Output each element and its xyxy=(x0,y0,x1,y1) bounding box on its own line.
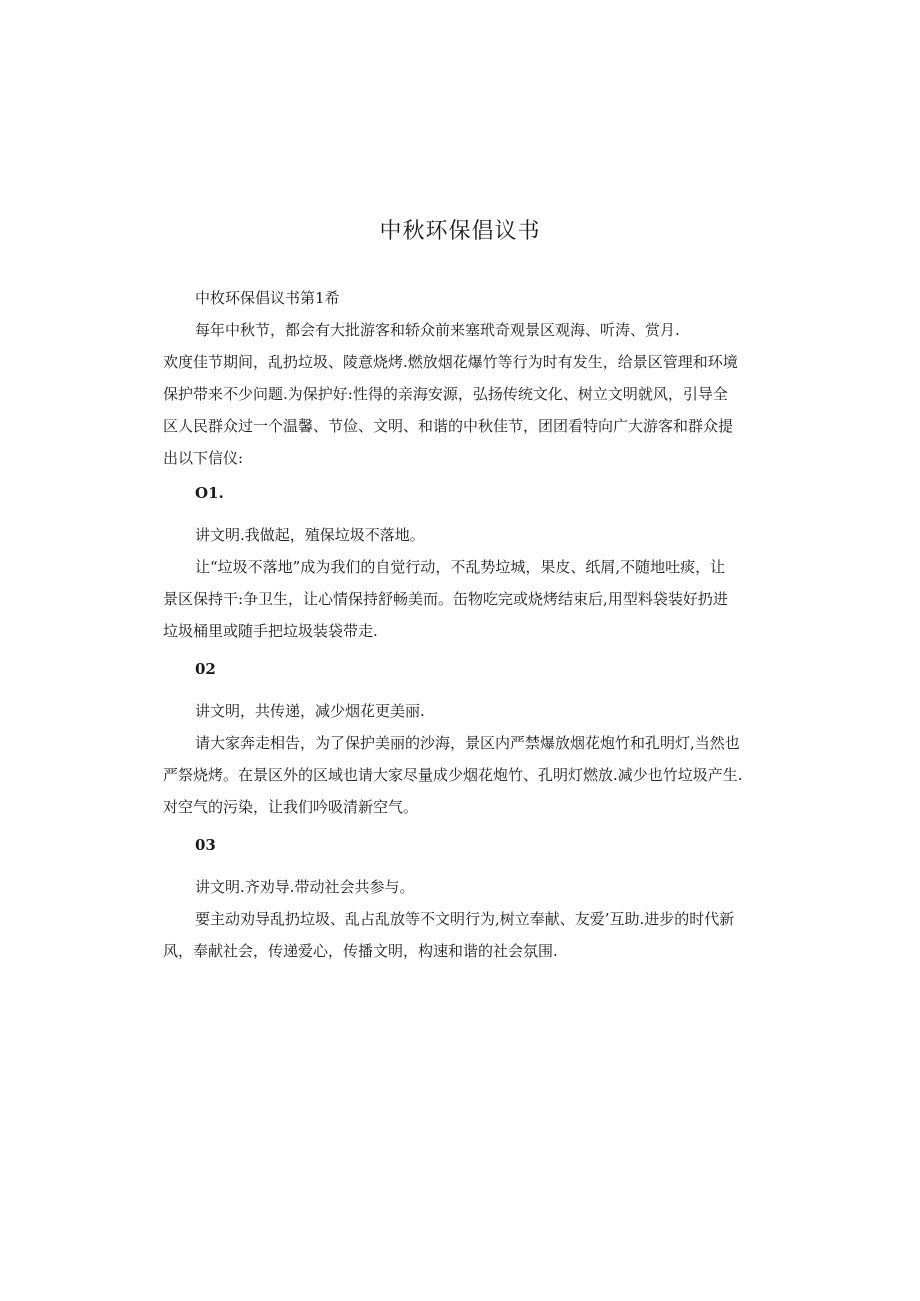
section-line: 对空气的污染，让我们吟吸清新空气。 xyxy=(163,798,419,816)
section-line: 请大家奔走相告，为了保护美丽的沙海，景区内严禁爆放烟花炮竹和孔明灯,当然也 xyxy=(195,734,740,752)
section-block xyxy=(163,519,763,647)
section-block xyxy=(163,695,763,823)
intro-line: 欢度佳节期间，乱扔垃圾、陵意烧烤.燃放烟花爆竹等行为时有发生，给景区管理和环境 xyxy=(163,353,738,371)
section-lead: 讲文明，共传递，减少烟花更美丽. xyxy=(195,702,425,720)
intro-line: 每年中秋节，都会有大批游客和轿众前来塞玳奇观景区观海、听涛、赏月. xyxy=(195,321,680,339)
intro-block xyxy=(163,282,763,474)
subtitle: 中枚环保倡议书第1希 xyxy=(195,289,340,307)
section-number: O1. xyxy=(195,484,224,502)
section-number: 02 xyxy=(195,660,216,678)
page-title: 中秋环保倡议书 xyxy=(379,219,541,244)
section-lead: 讲文明.我做起，殖保垃圾不落地。 xyxy=(195,526,425,544)
section-line: 风，奉献社会，传递爱心，传播文明，构速和谐的社会氛围. xyxy=(163,942,558,960)
section-line: 景区保持干:争卫生，让心情保持舒畅美而。缶物吃完或烧烤结束后,用型料袋装好扔进 xyxy=(163,590,728,608)
section-number: 03 xyxy=(195,836,216,854)
section-line: 严祭烧烤。在景区外的区域也请大家尽量成少烟花炮竹、孔明灯燃放.减少也竹垃圾产生. xyxy=(163,766,743,784)
section-line: 让“垃圾不落地”成为我们的自觉行动，不乱势垃城，果皮、纸屑,不随地吐痰，让 xyxy=(195,558,726,576)
intro-line: 出以下信仪: xyxy=(163,449,244,467)
section-line: 要主动劝导乱扔垃圾、乱占乱放等不文明行为,树立奉献、友爱’互助.进步的时代新 xyxy=(195,910,735,928)
section-line: 垃圾桶里或随手把垃圾装袋带走. xyxy=(163,622,378,640)
section-block xyxy=(163,871,763,967)
section-lead: 讲文明.齐劝导.带动社会共参与。 xyxy=(195,878,415,896)
intro-line: 保护带来不少问题.为保护好:性得的亲海安源，弘扬传统文化、树立文明就风，引导全 xyxy=(163,385,728,403)
intro-line: 区人民群众过一个温馨、节俭、文明、和谐的中秋佳节，团团看特向广大游客和群众提 xyxy=(163,417,734,435)
